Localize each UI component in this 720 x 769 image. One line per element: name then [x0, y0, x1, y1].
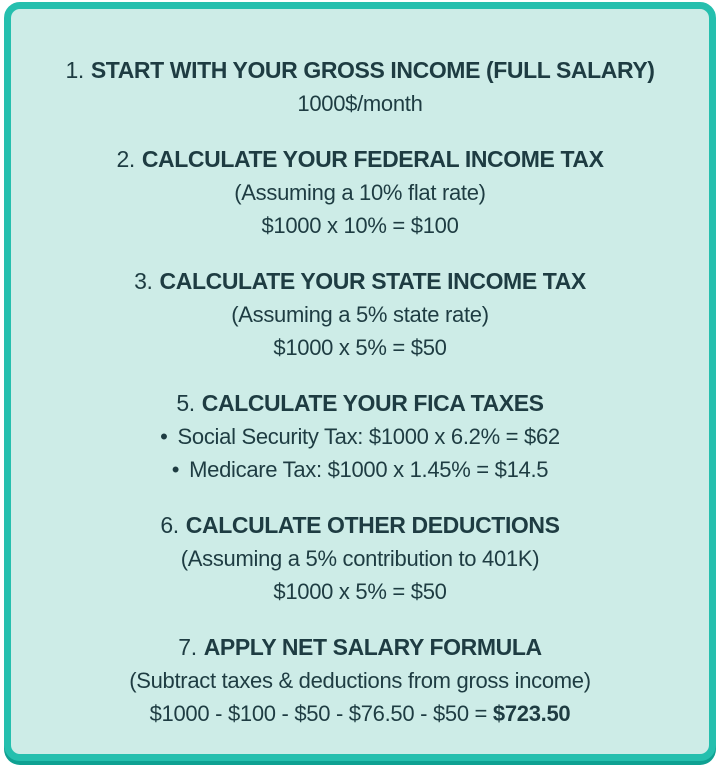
step-6-heading [11, 509, 709, 542]
step-7-title: APPLY NET SALARY FORMULA [203, 634, 542, 660]
step-7-number: 7. [178, 634, 197, 660]
step-7-description: (Subtract taxes & deductions from gross income) [129, 668, 591, 693]
step-3-heading [11, 265, 709, 298]
step-5-section [11, 387, 709, 486]
step-2-assumption: (Assuming a 10% flat rate) [234, 180, 486, 205]
step-3-section [11, 265, 709, 364]
step-6-title: CALCULATE OTHER DEDUCTIONS [185, 512, 560, 538]
step-3-calculation: $1000 x 5% = $50 [273, 335, 447, 360]
step-3-assumption: (Assuming a 5% state rate) [231, 302, 489, 327]
step-2-heading [11, 143, 709, 176]
step-5-bullet-medicare [11, 453, 709, 486]
step-2-section [11, 143, 709, 242]
step-2-number: 2. [116, 146, 135, 172]
step-5-title: CALCULATE YOUR FICA TAXES [201, 390, 544, 416]
net-salary-worksheet-card [4, 2, 716, 761]
step-7-heading [11, 631, 709, 664]
step-5-bullet-social-security-text: Social Security Tax: $1000 x 6.2% = $62 [177, 424, 560, 449]
step-6-section [11, 509, 709, 608]
step-1-heading [11, 54, 709, 87]
step-6-assumption: (Assuming a 5% contribution to 401K) [180, 546, 540, 571]
step-1-section [11, 54, 709, 120]
formula-expression: $1000 - $100 - $50 - $76.50 - $50 = [149, 701, 493, 726]
step-1-number: 1. [65, 57, 84, 83]
step-1-title: START WITH YOUR GROSS INCOME (FULL SALARY) [90, 57, 655, 83]
step-2-title: CALCULATE YOUR FEDERAL INCOME TAX [141, 146, 604, 172]
bullet-icon: • [171, 457, 180, 482]
step-7-formula [11, 697, 709, 730]
step-2-calculation: $1000 x 10% = $100 [261, 213, 459, 238]
step-5-heading [11, 387, 709, 420]
formula-result: $723.50 [492, 701, 571, 726]
step-5-bullet-social-security [11, 420, 709, 453]
step-1-line: 1000$/month [297, 91, 423, 116]
step-3-title: CALCULATE YOUR STATE INCOME TAX [159, 268, 586, 294]
bullet-icon: • [160, 424, 168, 449]
step-3-number: 3. [134, 268, 153, 294]
step-6-calculation: $1000 x 5% = $50 [273, 579, 447, 604]
step-7-section [11, 631, 709, 730]
step-5-number: 5. [176, 390, 195, 416]
step-5-bullet-medicare-text: Medicare Tax: $1000 x 1.45% = $14.5 [189, 457, 549, 482]
step-6-number: 6. [160, 512, 179, 538]
